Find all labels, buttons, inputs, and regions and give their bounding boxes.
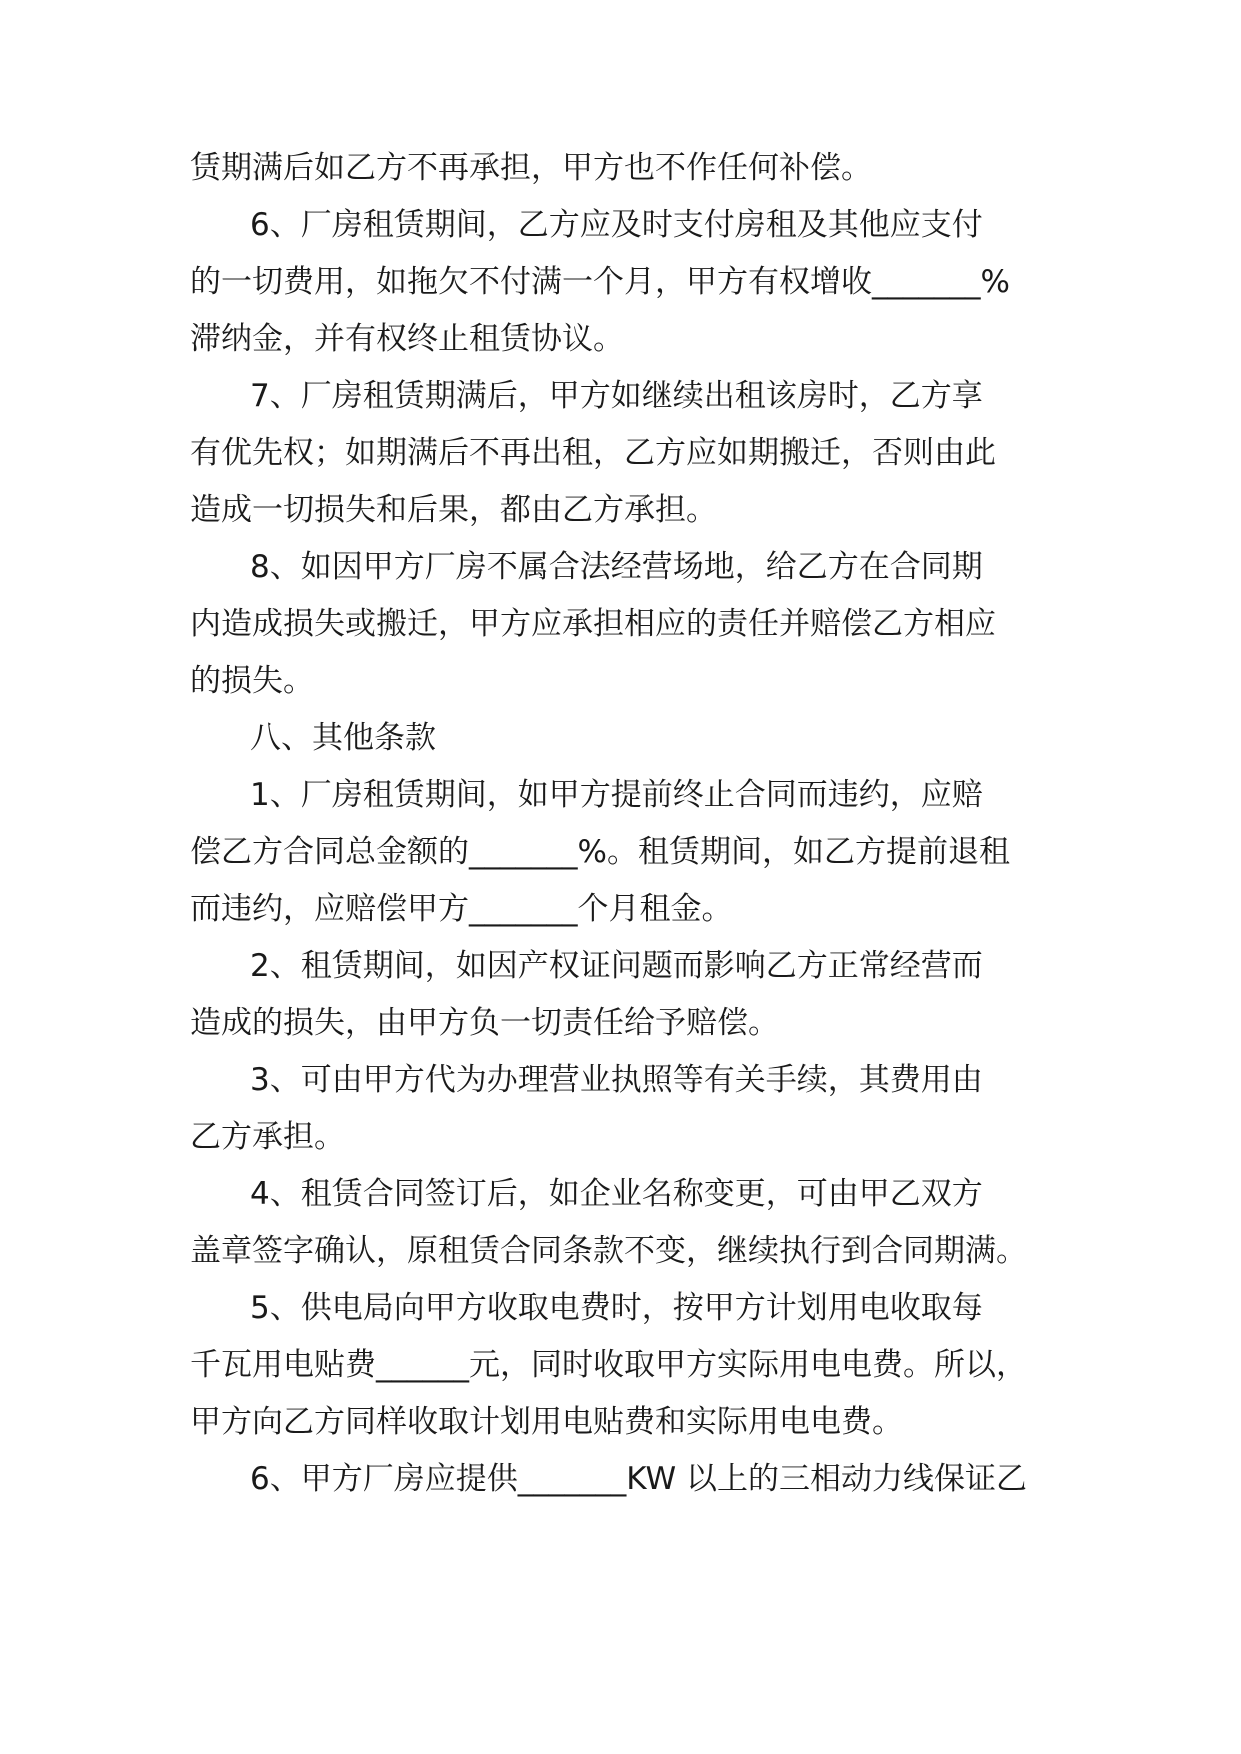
text-line: 甲方向乙方同样收取计划用电贴费和实际用电电费。 <box>190 1404 903 1440</box>
text-line: 千瓦用电贴费______元，同时收取甲方实际用电电费。所以， <box>190 1347 1027 1383</box>
text-line: 的一切费用，如拖欠不付满一个月，甲方有权增收_______% <box>190 264 1010 300</box>
clause-6: 6、厂房租赁期间，乙方应及时支付房租及其他应支付 <box>250 207 983 243</box>
text-line: 乙方承担。 <box>190 1119 345 1155</box>
text-line: 内造成损失或搬迁，甲方应承担相应的责任并赔偿乙方相应 <box>190 606 996 642</box>
text-line: 而违约，应赔偿甲方_______个月租金。 <box>190 891 733 927</box>
text-line: 赁期满后如乙方不再承担，甲方也不作任何补偿。 <box>190 150 872 186</box>
text-line: 偿乙方合同总金额的_______%。租赁期间，如乙方提前退租 <box>190 834 1010 870</box>
text-line: 的损失。 <box>190 663 314 699</box>
text-line: 造成的损失，由甲方负一切责任给予赔偿。 <box>190 1005 779 1041</box>
clause-3: 3、可由甲方代为办理营业执照等有关手续，其费用由 <box>250 1062 983 1098</box>
text-line: 造成一切损失和后果，都由乙方承担。 <box>190 492 717 528</box>
clause-1: 1、厂房租赁期间，如甲方提前终止合同而违约，应赔 <box>250 777 983 813</box>
text-line: 有优先权；如期满后不再出租，乙方应如期搬迁，否则由此 <box>190 435 996 471</box>
clause-7: 7、厂房租赁期满后，甲方如继续出租该房时，乙方享 <box>250 378 983 414</box>
text-line: 盖章签字确认，原租赁合同条款不变，继续执行到合同期满。 <box>190 1233 1027 1269</box>
clause-6-power: 6、甲方厂房应提供_______KW 以上的三相动力线保证乙 <box>250 1461 1027 1497</box>
clause-8: 8、如因甲方厂房不属合法经营场地，给乙方在合同期 <box>250 549 983 585</box>
clause-4: 4、租赁合同签订后，如企业名称变更，可由甲乙双方 <box>250 1176 983 1212</box>
text-line: 滞纳金，并有权终止租赁协议。 <box>190 321 624 357</box>
clause-2: 2、租赁期间，如因产权证问题而影响乙方正常经营而 <box>250 948 983 984</box>
clause-5: 5、供电局向甲方收取电费时，按甲方计划用电收取每 <box>250 1290 983 1326</box>
section-heading: 八、其他条款 <box>250 720 436 756</box>
